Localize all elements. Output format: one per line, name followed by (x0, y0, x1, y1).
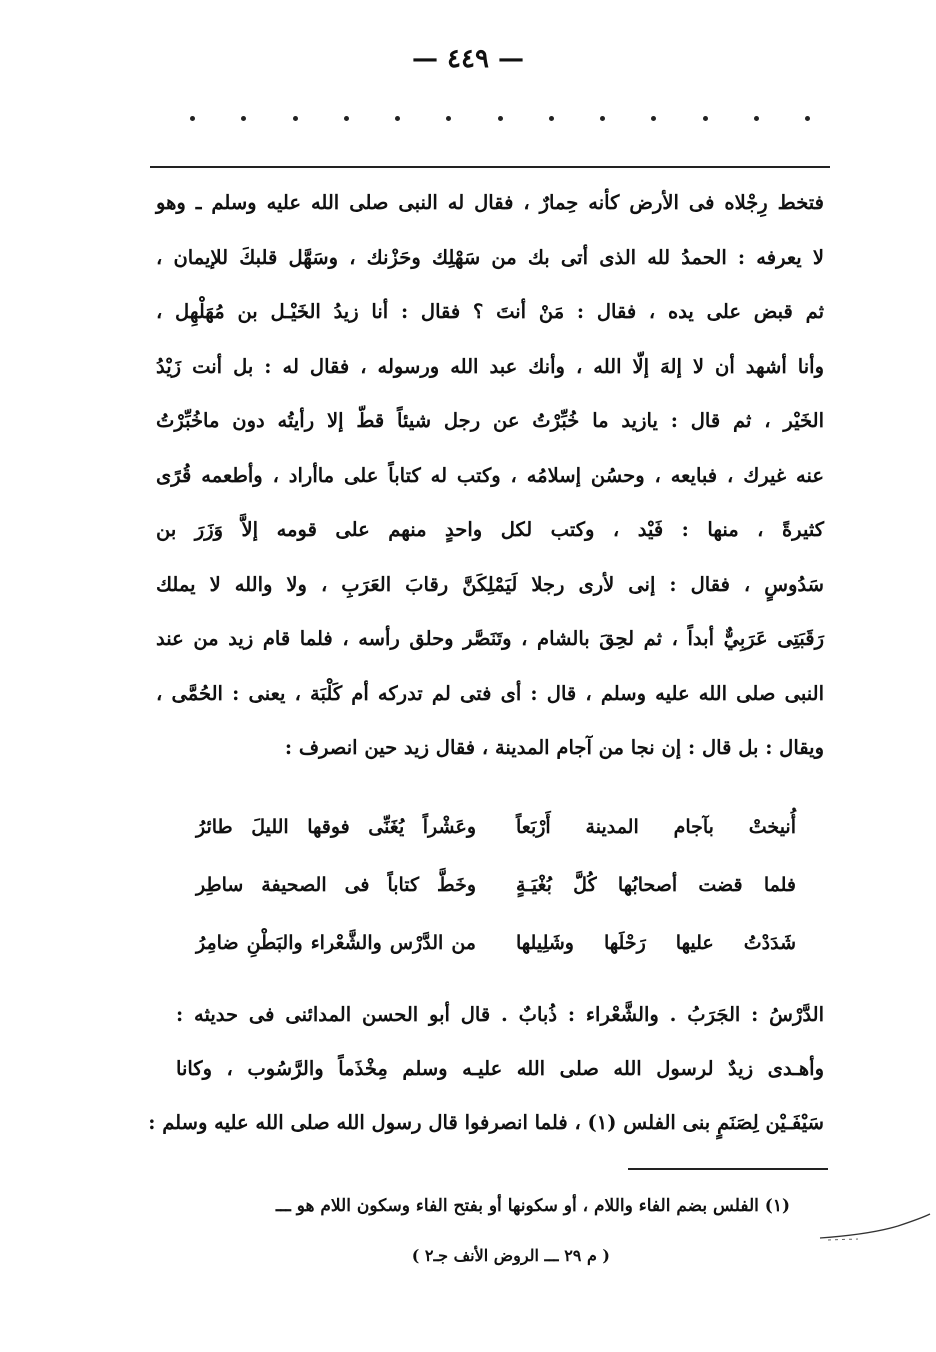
hemistich-first: شَدَدْتُ عليها رَحْلَها وشَلِيلها (516, 932, 796, 954)
dot (241, 116, 246, 121)
signature-mark: ( م ٢٩ ـــ الروض الأنف جـ٢ ) (411, 1246, 610, 1265)
body-line: ثم قبض على يده ، فقال : مَنْ أنتَ ؟ فقال : أنا زيدُ الخَيْـل بن مُهَلْهِل ، (156, 300, 824, 323)
body-line: سَيْفَـيْن لِصَنَمٍ بنى الفلس (١) ، فلما انصرفوا قال رسول الله صلى الله عليه وسلم : (148, 1111, 824, 1134)
dot (293, 116, 298, 121)
body-line: ويقال : بل قال : إن نجا من آجام المدينة ، فقال زيد حين انصرف : (284, 736, 824, 759)
dot (549, 116, 554, 121)
dot (805, 116, 810, 121)
footnote-rule (628, 1168, 828, 1170)
footnote: (١) الفلس بضم الفاء واللام ، أو سكونها أو بفتح الفاء وسكون اللام هو ـــ (275, 1196, 790, 1216)
body-line: سَدُوسٍ ، فقال : إنى لأرى رجلا لَيَمْلِكَنَّ رقابَ العَرَبِ ، ولا والله لا يملك (156, 572, 824, 596)
dot (498, 116, 503, 121)
body-line: عنه غيرك ، فبايعه ، وحسُن إسلامُه ، وكتب له كتاباً على ماأراد ، وأطعمه قُرًى (156, 463, 824, 487)
dot (395, 116, 400, 121)
poem-verse (196, 798, 796, 856)
body-line: لا يعرفه : الحمدُ لله الذى أتى بك من سَهْلِك وحَزْنك ، وسَهَّل قلبكَ للإيمان ، (156, 245, 824, 269)
body-line: وأنا أشهد أن لا إلهَ إلّا الله ، وأنك عبد الله ورسوله ، فقال له : بل أنت زَيْدُ (156, 354, 824, 378)
body-line: الدَّرْسُ : الجَرَبُ . والشَّعْراء : ذُبابٌ . قال أبو الحسن المدائنى فى حديثه : (176, 1003, 824, 1026)
dot (651, 116, 656, 121)
body-line: الخَيْر ، ثم قال : يازيد ما خُبِّرْتُ عن رجل شيئاً قطّ إلا رأيتُه دون ماخُبِّرْتُ (156, 409, 824, 432)
after-poem-paragraph (148, 988, 824, 1150)
body-line: النبى صلى الله عليه وسلم ، قال : أى فتى لم تدركه أم كَلْبَة ، يعنى : الحُمَّى ، (156, 681, 824, 705)
hemistich-second: وخَطَّ كتاباً فى الصحيفة ساطِر (196, 874, 476, 896)
dot (344, 116, 349, 121)
poem-verse (196, 914, 796, 972)
hemistich-second: من الدَّرْس والشَّعْراء والبَطْنِ ضامِرُ (196, 932, 476, 954)
header-rule (150, 166, 830, 168)
body-line: فتخط رِجْلاه فى الأرض كأنه حِمارٌ ، فقال له النبى صلى الله عليه وسلم ـ وهو (156, 191, 824, 214)
dot (600, 116, 605, 121)
body-line: رَقَبَتِى عَرَبِيٌّ أبداً ، ثم لحِقَ بالشام ، وتَنَصَّر وحلق رأسه ، فلما قام زيد من عند (156, 627, 824, 650)
hemistich-first: فلما قضت أصحابُها كُلَّ بُغْيَـةٍ (516, 874, 796, 896)
dot (754, 116, 759, 121)
poem (196, 798, 796, 972)
body-paragraph (156, 176, 824, 776)
dot (446, 116, 451, 121)
poem-verse (196, 856, 796, 914)
hemistich-first: أُنيختْ بآجام المدينة أَرْبَعاً (516, 816, 796, 838)
page-number: — ٤٤٩ — (411, 44, 525, 74)
dot (190, 116, 195, 121)
body-line: وأهـدى زيدٌ لرسول الله صلى الله عليـه وسلم مِخْذَماً والرَّسُوب ، وكانا (176, 1057, 824, 1080)
ornament-dots (190, 116, 810, 121)
dot (703, 116, 708, 121)
hemistich-second: وعَشْراً يُغَنِّى فوقها الليلَ طائرُ (196, 816, 476, 838)
margin-pen-stroke (818, 1212, 932, 1242)
body-line: كثيرةً ، منها : فَيْد ، وكتب لكل واحدٍ منهم على قومه إلاَّ وَزَرَ بن (156, 518, 824, 541)
